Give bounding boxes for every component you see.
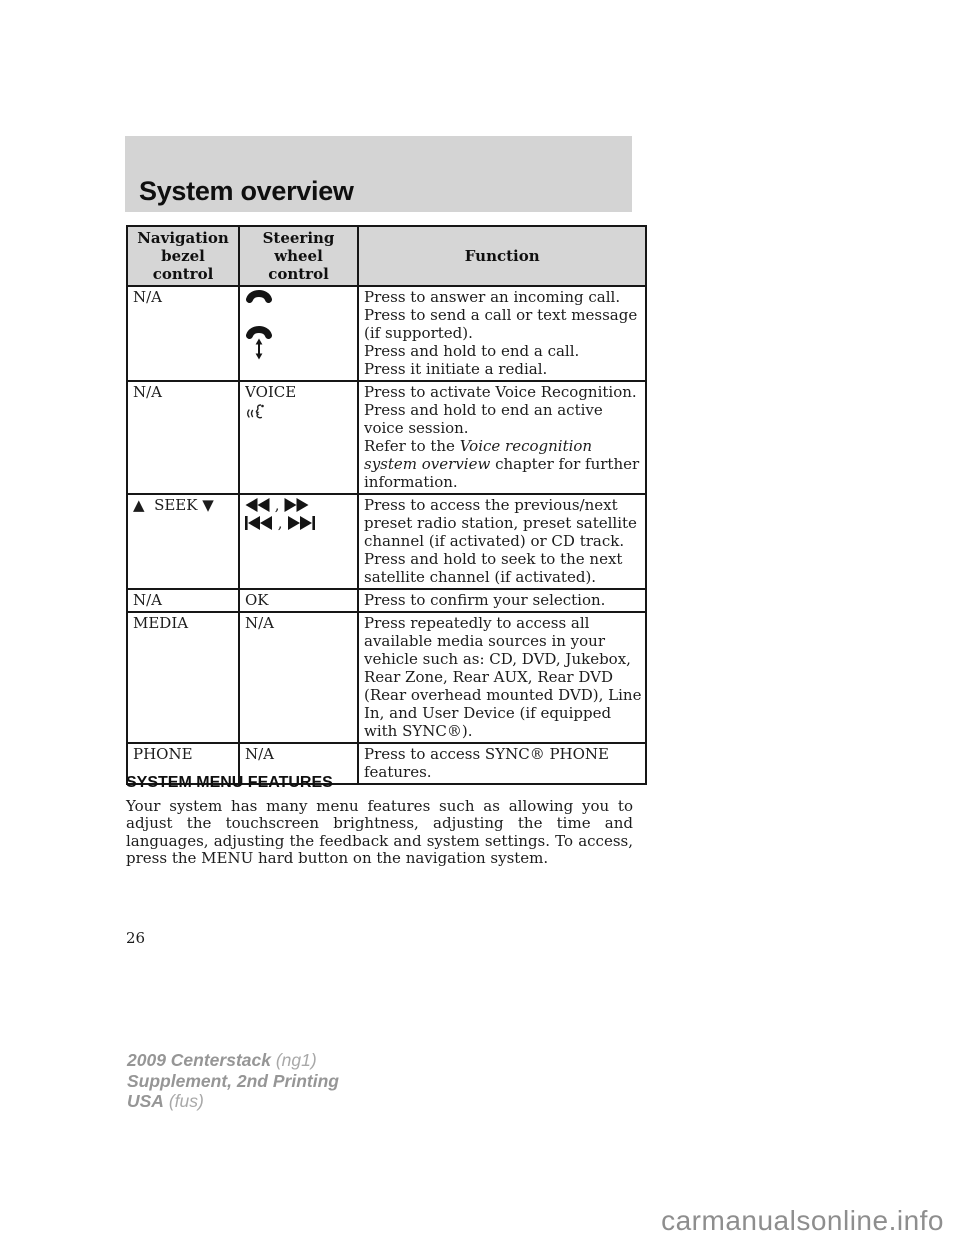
row-phone-answer-end bbox=[127, 286, 646, 381]
cell-text: voice session. bbox=[364, 419, 469, 437]
cell-line bbox=[364, 632, 641, 650]
footer-line bbox=[127, 1050, 339, 1071]
cell-text: information. bbox=[364, 473, 458, 491]
cell-text: vehicle such as: CD, DVD, Jukebox, bbox=[364, 650, 631, 668]
cell-line bbox=[364, 591, 641, 609]
cell-text: OK bbox=[245, 591, 269, 609]
cell-text: available media sources in your bbox=[364, 632, 606, 650]
cell-text: with SYNC®). bbox=[364, 722, 473, 740]
cell-line bbox=[364, 514, 641, 532]
cell-text: features. bbox=[364, 763, 432, 781]
steering-wheel-control-cell bbox=[239, 494, 358, 589]
cell-line bbox=[133, 383, 234, 401]
cell-line bbox=[364, 686, 641, 704]
cell-text: satellite channel (if activated). bbox=[364, 568, 597, 586]
cell-line bbox=[364, 455, 641, 473]
cell-text: Press to access the previous/next bbox=[364, 496, 618, 514]
skip-forward-icon bbox=[287, 514, 315, 532]
seek-triangle-icon: ▼ bbox=[202, 496, 214, 514]
cell-line bbox=[245, 745, 353, 763]
row-voice bbox=[127, 381, 646, 494]
function-cell bbox=[358, 589, 646, 612]
cell-text: Press and hold to end an active bbox=[364, 401, 603, 419]
steering-wheel-control-cell bbox=[239, 612, 358, 743]
cell-text: channel (if activated) or CD track. bbox=[364, 532, 625, 550]
footer-text: (ng1) bbox=[270, 1050, 317, 1070]
col-steering-wheel-control bbox=[239, 226, 358, 286]
steering-wheel-control-cell bbox=[239, 286, 358, 381]
cell-text: SEEK bbox=[144, 496, 203, 514]
function-cell bbox=[358, 612, 646, 743]
cell-text: N/A bbox=[245, 614, 275, 632]
cell-line bbox=[364, 324, 641, 342]
footer-text: Supplement, 2nd Printing bbox=[127, 1070, 339, 1091]
cell-text: Voice recognition bbox=[459, 437, 593, 455]
phone-answer-icon bbox=[245, 288, 273, 306]
cell-line bbox=[364, 568, 641, 586]
cell-line bbox=[364, 401, 641, 419]
cell-text: Refer to the bbox=[364, 437, 460, 455]
bezel-control-cell bbox=[127, 612, 239, 743]
cell-text: N/A bbox=[133, 591, 163, 609]
skip-back-icon bbox=[245, 514, 273, 532]
cell-text: Press repeatedly to access all bbox=[364, 614, 590, 632]
cell-line bbox=[364, 745, 641, 763]
cell-line bbox=[133, 496, 234, 514]
cell-line bbox=[245, 306, 353, 324]
cell-text: Press it initiate a redial. bbox=[364, 360, 548, 378]
row-media bbox=[127, 612, 646, 743]
cell-line bbox=[364, 763, 641, 781]
section-title-bar bbox=[125, 136, 632, 212]
cell-line bbox=[364, 496, 641, 514]
phone-end-icon bbox=[245, 324, 273, 360]
table-header-row bbox=[127, 226, 646, 286]
cell-text: system overview bbox=[364, 455, 491, 473]
cell-line bbox=[364, 614, 641, 632]
cell-line bbox=[133, 591, 234, 609]
rewind-icon bbox=[245, 496, 270, 514]
cell-line bbox=[364, 288, 641, 306]
cell-line bbox=[364, 650, 641, 668]
function-cell bbox=[358, 286, 646, 381]
page-title: System overview bbox=[139, 176, 354, 206]
cell-text: N/A bbox=[133, 383, 163, 401]
footer-text: 2009 Centerstack bbox=[127, 1050, 271, 1070]
page-number: 26 bbox=[126, 929, 146, 947]
cell-line bbox=[364, 437, 641, 455]
footer-text: (fus) bbox=[163, 1091, 204, 1111]
cell-line bbox=[245, 591, 353, 609]
cell-text: chapter for further bbox=[490, 455, 640, 473]
cell-line bbox=[364, 704, 641, 722]
cell-text: Press and hold to seek to the next bbox=[364, 550, 623, 568]
fast-forward-icon bbox=[284, 496, 309, 514]
cell-line bbox=[364, 306, 641, 324]
header-line: Navigation bbox=[137, 229, 229, 247]
cell-line bbox=[133, 614, 234, 632]
header-line: Steering wheel bbox=[262, 229, 335, 265]
row-seek bbox=[127, 494, 646, 589]
bezel-control-cell bbox=[127, 381, 239, 494]
cell-line bbox=[364, 668, 641, 686]
cell-text: Press to activate Voice Recognition. bbox=[364, 383, 637, 401]
bezel-control-cell bbox=[127, 286, 239, 381]
cell-line bbox=[364, 550, 641, 568]
print-footer bbox=[127, 1050, 339, 1112]
cell-line bbox=[245, 401, 353, 427]
cell-text: (Rear overhead mounted DVD), Line bbox=[364, 686, 642, 704]
cell-text: Rear Zone, Rear AUX, Rear DVD bbox=[364, 668, 613, 686]
function-cell bbox=[358, 743, 646, 784]
cell-text: , bbox=[273, 514, 288, 532]
steering-wheel-control-cell bbox=[239, 381, 358, 494]
cell-text: N/A bbox=[133, 288, 163, 306]
header-line: Function bbox=[464, 247, 540, 265]
cell-line bbox=[133, 745, 234, 763]
function-cell bbox=[358, 494, 646, 589]
cell-text: N/A bbox=[245, 745, 275, 763]
cell-text: preset radio station, preset satellite bbox=[364, 514, 637, 532]
cell-line bbox=[133, 288, 234, 306]
voice-icon bbox=[245, 401, 269, 427]
footer-line bbox=[127, 1071, 339, 1092]
cell-line bbox=[245, 324, 353, 360]
row-ok bbox=[127, 589, 646, 612]
cell-line bbox=[245, 514, 353, 532]
bezel-control-cell bbox=[127, 589, 239, 612]
footer-text: USA bbox=[127, 1091, 164, 1111]
cell-text bbox=[245, 306, 250, 324]
watermark: carmanualsonline.info bbox=[661, 1205, 944, 1236]
cell-line bbox=[364, 342, 641, 360]
cell-line bbox=[245, 383, 353, 401]
cell-text: , bbox=[270, 496, 285, 514]
section-heading: SYSTEM MENU FEATURES bbox=[126, 774, 333, 791]
cell-line bbox=[364, 473, 641, 491]
seek-triangle-icon: ▲ bbox=[133, 496, 145, 514]
cell-text: (if supported). bbox=[364, 324, 473, 342]
col-function bbox=[358, 226, 646, 286]
cell-text: Press to access SYNC® PHONE bbox=[364, 745, 610, 763]
cell-text: Press to answer an incoming call. bbox=[364, 288, 621, 306]
cell-text: PHONE bbox=[133, 745, 193, 763]
cell-text: MEDIA bbox=[133, 614, 189, 632]
cell-text: VOICE bbox=[245, 383, 297, 401]
section-body-paragraph: Your system has many menu features such as allowing you to adjust the touchscreen brightness, adjusting the time and languages, adjusting the feedback and system settings. To access, press the MENU hard button on the navigation system. bbox=[126, 797, 633, 868]
function-cell bbox=[358, 381, 646, 494]
cell-line bbox=[245, 288, 353, 306]
steering-wheel-control-cell bbox=[239, 589, 358, 612]
header-line: bezel control bbox=[152, 247, 214, 283]
cell-text: In, and User Device (if equipped bbox=[364, 704, 612, 722]
cell-text: Press and hold to end a call. bbox=[364, 342, 580, 360]
cell-text: Press to send a call or text message bbox=[364, 306, 638, 324]
cell-text: Press to confirm your selection. bbox=[364, 591, 606, 609]
controls-table bbox=[126, 225, 647, 785]
header-line: control bbox=[268, 265, 329, 283]
col-navigation-bezel-control bbox=[127, 226, 239, 286]
footer-line bbox=[127, 1091, 339, 1112]
cell-line bbox=[245, 614, 353, 632]
cell-line bbox=[245, 496, 353, 514]
cell-line bbox=[364, 419, 641, 437]
cell-line bbox=[364, 532, 641, 550]
cell-line bbox=[364, 722, 641, 740]
cell-line bbox=[364, 383, 641, 401]
bezel-control-cell bbox=[127, 494, 239, 589]
cell-line bbox=[364, 360, 641, 378]
